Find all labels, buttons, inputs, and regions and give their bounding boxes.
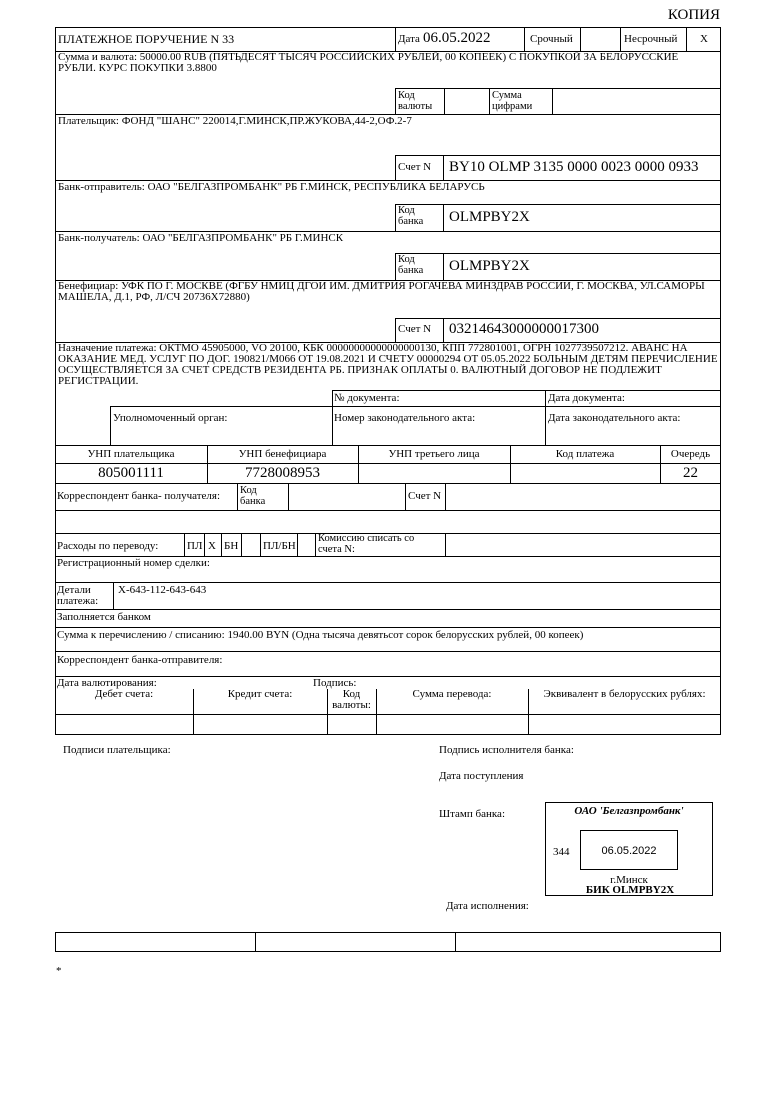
copy-label: КОПИЯ	[667, 7, 720, 23]
expenses-mark: X	[208, 540, 216, 552]
beneficiary-account-label: Счет N	[398, 323, 432, 335]
sender-bank: Банк-отправитель: ОАО "БЕЛГАЗПРОМБАНК" РБ Г.МИНСК, РЕСПУБЛИКА БЕЛАРУСЬ	[58, 181, 485, 193]
payer-account-label: Счет N	[398, 161, 432, 173]
receipt-date-label: Дата поступления	[439, 770, 524, 782]
expenses-plbn: ПЛ/БН	[263, 540, 296, 552]
signature-label: Подпись:	[313, 677, 357, 689]
authorized-body-label: Уполномоченный орган:	[113, 412, 228, 424]
correspondent-label: Корреспондент банка- получателя:	[57, 490, 221, 502]
sender-correspondent-label: Корреспондент банка-отправителя:	[57, 654, 223, 666]
corr-bank-code-label: Код банка	[240, 485, 266, 507]
stamp-date: 06.05.2022	[601, 845, 657, 857]
transfer-sum: Сумма к перечислению / списанию: 1940.00 BYN (Одна тысяча девятьсот сорок белорусских рублей, 00 копеек)	[57, 629, 584, 641]
sender-bank-code: OLMPBY2X	[449, 209, 530, 225]
payment-code-label: Код платежа	[555, 448, 615, 460]
payer-account: BY10 OLMP 3135 0000 0023 0000 0933	[449, 159, 699, 175]
stamp-bik: БИК OLMPBY2X	[585, 884, 675, 896]
footnote: *	[56, 965, 62, 977]
bottom-currency-label: Код валюты:	[332, 688, 371, 711]
credit-label: Кредит счета:	[227, 688, 293, 700]
commission-label: Комиссию списать со счета N:	[318, 533, 415, 555]
details-value: X-643-112-643-643	[118, 584, 207, 596]
queue-value: 22	[683, 465, 698, 481]
corr-account-label: Счет N	[408, 490, 442, 502]
beneficiary-account: 03214643000000017300	[449, 321, 599, 337]
filled-by-bank: Заполняется банком	[57, 611, 151, 623]
nonurgent-mark: X	[700, 33, 708, 45]
date-label: Дата	[398, 33, 420, 45]
execution-date-label: Дата исполнения:	[446, 900, 529, 912]
expenses-pl: ПЛ	[187, 540, 203, 552]
payer-signatures-label: Подписи плательщика:	[63, 744, 171, 756]
sum-digits-label: Сумма цифрами	[492, 90, 533, 112]
form-title: ПЛАТЕЖНОЕ ПОРУЧЕНИЕ N 33	[58, 32, 235, 46]
stamp-city: г.Минск	[610, 874, 648, 886]
nonurgent-label: Несрочный	[624, 33, 678, 45]
value-date-label: Дата валютирования:	[57, 677, 157, 689]
urgent-label: Срочный	[530, 33, 573, 45]
amount-currency: Сумма и валюта: 50000.00 RUB (ПЯТЬДЕСЯТ ТЫСЯЧ РОССИЙСКИХ РУБЛЕЙ, 00 КОПЕЕК) С ПОКУПКОЙ ЗА БЕЛОРУССКИЕ РУБЛИ. КУРС ПОКУПКИ 3.8800	[58, 51, 679, 74]
doc-no-label: № документа:	[334, 392, 400, 404]
law-date-label: Дата законодательного акта:	[548, 412, 681, 424]
payment-purpose: Назначение платежа: ОКТМО 45905000, VO 20100, КБК 00000000000000000130, КПП 772801001, ОГРН 1027739507212. АВАНС НА ОКАЗАНИЕ МЕД. УСЛУГ ПО ДОГ. 190821/М066 ОТ 19.08.2021 И СЧЕТУ 00000294 ОТ 05.05.2022 БОЛЬНЫМ ДЕТЯМ ПЕРЕЧИСЛЕНИЕ ОСУЩЕСТВЛЯЕТСЯ ЗА СЧЕТ СРЕДСТВ РЕЗИДЕНТА РБ. ПРИЗНАК ОПЛАТЫ 0. ВАЛЮТНЫЙ ДОГОВОР НЕ ПОДЛЕЖИТ РЕГИСТРАЦИИ.	[58, 342, 718, 387]
stamp-label: Штамп банка:	[439, 808, 505, 820]
transfer-sum-label: Сумма перевода:	[412, 688, 492, 700]
expenses-bn: БН	[224, 540, 239, 552]
executor-signature-label: Подпись исполнителя банка:	[439, 744, 574, 756]
details-label: Детали платежа:	[57, 584, 99, 607]
expenses-label: Расходы по переводу:	[57, 540, 159, 552]
unp-payer-label: УНП плательщика	[87, 448, 175, 460]
unp-third-label: УНП третьего лица	[388, 448, 480, 460]
currency-code-label: Код валюты	[398, 90, 433, 112]
document-date: 06.05.2022	[423, 30, 491, 46]
reg-no-label: Регистрационный номер сделки:	[57, 557, 210, 569]
stamp-number: 344	[553, 846, 570, 858]
payer: Плательщик: ФОНД "ШАНС" 220014,Г.МИНСК,ПР.ЖУКОВА,44-2,ОФ.2-7	[58, 115, 412, 127]
stamp-bank-name: ОАО 'Белгазпромбанк'	[574, 805, 684, 817]
bottom-strip	[55, 932, 721, 952]
recipient-bank-code-label: Код банка	[398, 254, 424, 276]
recipient-bank-code: OLMPBY2X	[449, 258, 530, 274]
sender-bank-code-label: Код банка	[398, 205, 424, 227]
equivalent-label: Эквивалент в белорусских рублях:	[543, 688, 706, 700]
doc-date-label: Дата документа:	[548, 392, 625, 404]
recipient-bank: Банк-получатель: ОАО "БЕЛГАЗПРОМБАНК" РБ Г.МИНСК	[58, 232, 344, 244]
debit-label: Дебет счета:	[94, 688, 154, 700]
beneficiary: Бенефициар: УФК ПО Г. МОСКВЕ (ФГБУ НМИЦ ДГОИ ИМ. ДМИТРИЯ РОГАЧЕВА МИНЗДРАВ РОССИИ, Г. МОСКВА, УЛ.САМОРЫ МАШЕЛА, Д.1, РФ, Л/СЧ 20736Х72880)	[58, 280, 705, 303]
unp-beneficiary-value: 7728008953	[245, 465, 320, 481]
queue-label: Очередь	[670, 448, 711, 460]
unp-beneficiary-label: УНП бенефициара	[238, 448, 327, 460]
unp-payer-value: 805001111	[98, 465, 164, 481]
law-no-label: Номер законодательного акта:	[334, 412, 476, 424]
